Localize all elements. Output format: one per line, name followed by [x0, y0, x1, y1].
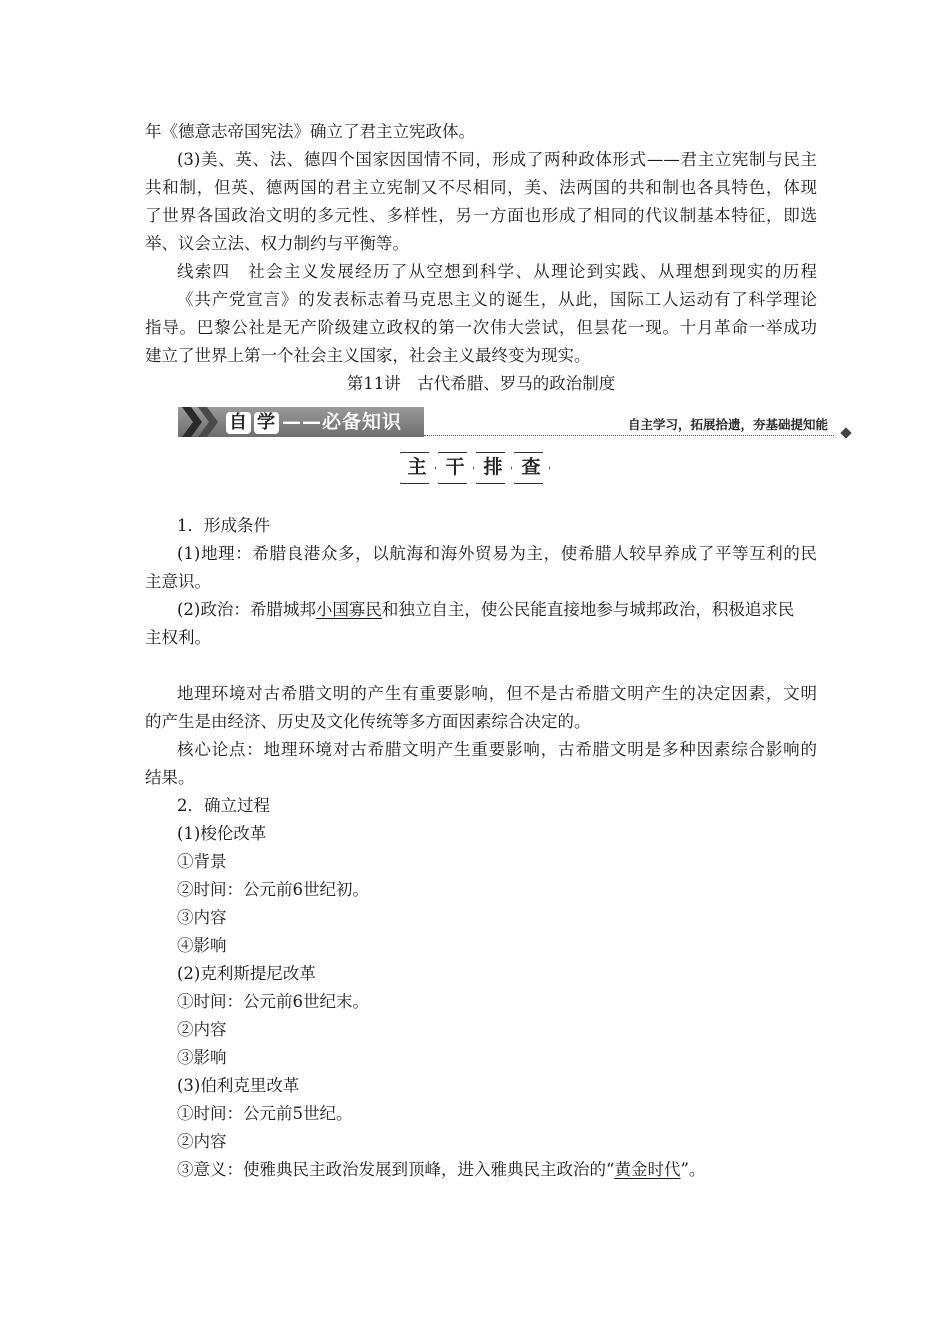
text-line: 线索四 社会主义发展经历了从空想到科学、从理论到实践、从理想到现实的历程	[177, 262, 817, 281]
heading: 1．形成条件	[177, 516, 270, 535]
dotted-rule	[424, 435, 834, 436]
list-item: ②时间：公元前6世纪初。	[177, 880, 369, 899]
lecture-title: 第11讲 古代希腊、罗马的政治制度	[346, 374, 616, 393]
text-line: 《共产党宣言》的发表标志着马克思主义的诞生，从此，国际工人运动有了科学理论	[177, 290, 817, 309]
text-line: 地理环境对古希腊文明的产生有重要影响，但不是古希腊文明产生的决定因素，文明	[177, 684, 817, 703]
banner-char: 学	[254, 412, 279, 434]
tab-char: 排	[483, 456, 503, 478]
text-line: 主权利。	[145, 628, 211, 647]
banner-slogan: 自主学习，拓展拾遗，夯基础提知能	[627, 417, 828, 432]
diamond-icon	[840, 427, 851, 438]
subheading: (3)伯利克里改革	[177, 1076, 300, 1095]
text-span: 和独立自主，使公民能直接地参与城邦政治，积极追求民	[381, 600, 795, 619]
section-banner	[178, 405, 850, 441]
text-line: (1)地理：希腊良港众多，以航海和海外贸易为主，使希腊人较早养成了平等互利的民	[177, 544, 817, 563]
heading: 2．确立过程	[177, 796, 270, 815]
text-line: 主意识。	[145, 572, 211, 591]
banner-char: 自	[226, 412, 251, 434]
text-span: (2)政治：希腊城邦	[177, 600, 316, 619]
list-item: ③影响	[177, 1048, 227, 1067]
tab-char: 干	[445, 456, 465, 478]
list-item: ②内容	[177, 1020, 227, 1039]
list-item: ④影响	[177, 936, 227, 955]
list-item: ③内容	[177, 908, 227, 927]
underlined-term: 黄金时代	[614, 1160, 681, 1179]
text-span: ”。	[680, 1160, 706, 1179]
underlined-term: 小国寡民	[315, 600, 382, 619]
text-line: 共和制，但英、德两国的君主立宪制又不尽相同，美、法两国的共和制也各具特色，体现	[145, 178, 817, 197]
text-line: 结果。	[145, 768, 195, 787]
text-line: 建立了世界上第一个社会主义国家，社会主义最终变为现实。	[145, 346, 591, 365]
list-item: ①背景	[177, 852, 227, 871]
list-item: ②内容	[177, 1132, 227, 1151]
text-line: 举、议会立法、权力制约与平衡等。	[145, 234, 409, 253]
text-line	[177, 596, 817, 624]
tab-char: 查	[521, 456, 541, 478]
text-span: ③意义：使雅典民主政治发展到顶峰，进入雅典民主政治的“	[177, 1160, 615, 1179]
text-line: 指导。巴黎公社是无产阶级建立政权的第一次伟大尝试，但昙花一现。十月革命一举成功	[145, 318, 817, 337]
tab-char: 主	[407, 456, 427, 478]
list-item: ①时间：公元前5世纪。	[177, 1104, 353, 1123]
text-line: 核心论点：地理环境对古希腊文明产生重要影响，古希腊文明是多种因素综合影响的	[177, 740, 817, 759]
section-tabs	[400, 452, 560, 482]
banner-title-rest: ——必备知识	[282, 411, 403, 433]
text-line: 年《德意志帝国宪法》确立了君主立宪政体。	[145, 122, 475, 141]
text-line: (3)美、英、法、德四个国家因国情不同，形成了两种政体形式——君主立宪制与民主	[177, 150, 817, 169]
list-item	[177, 1156, 817, 1184]
text-line: 了世界各国政治文明的多元性、多样性，另一方面也形成了相同的代议制基本特征，即选	[145, 206, 817, 225]
list-item: ①时间：公元前6世纪末。	[177, 992, 369, 1011]
subheading: (2)克利斯提尼改革	[177, 964, 316, 983]
banner-title	[226, 407, 402, 437]
text-line: 的产生是由经济、历史及文化传统等多方面因素综合决定的。	[145, 712, 591, 731]
subheading: (1)梭伦改革	[177, 824, 267, 843]
